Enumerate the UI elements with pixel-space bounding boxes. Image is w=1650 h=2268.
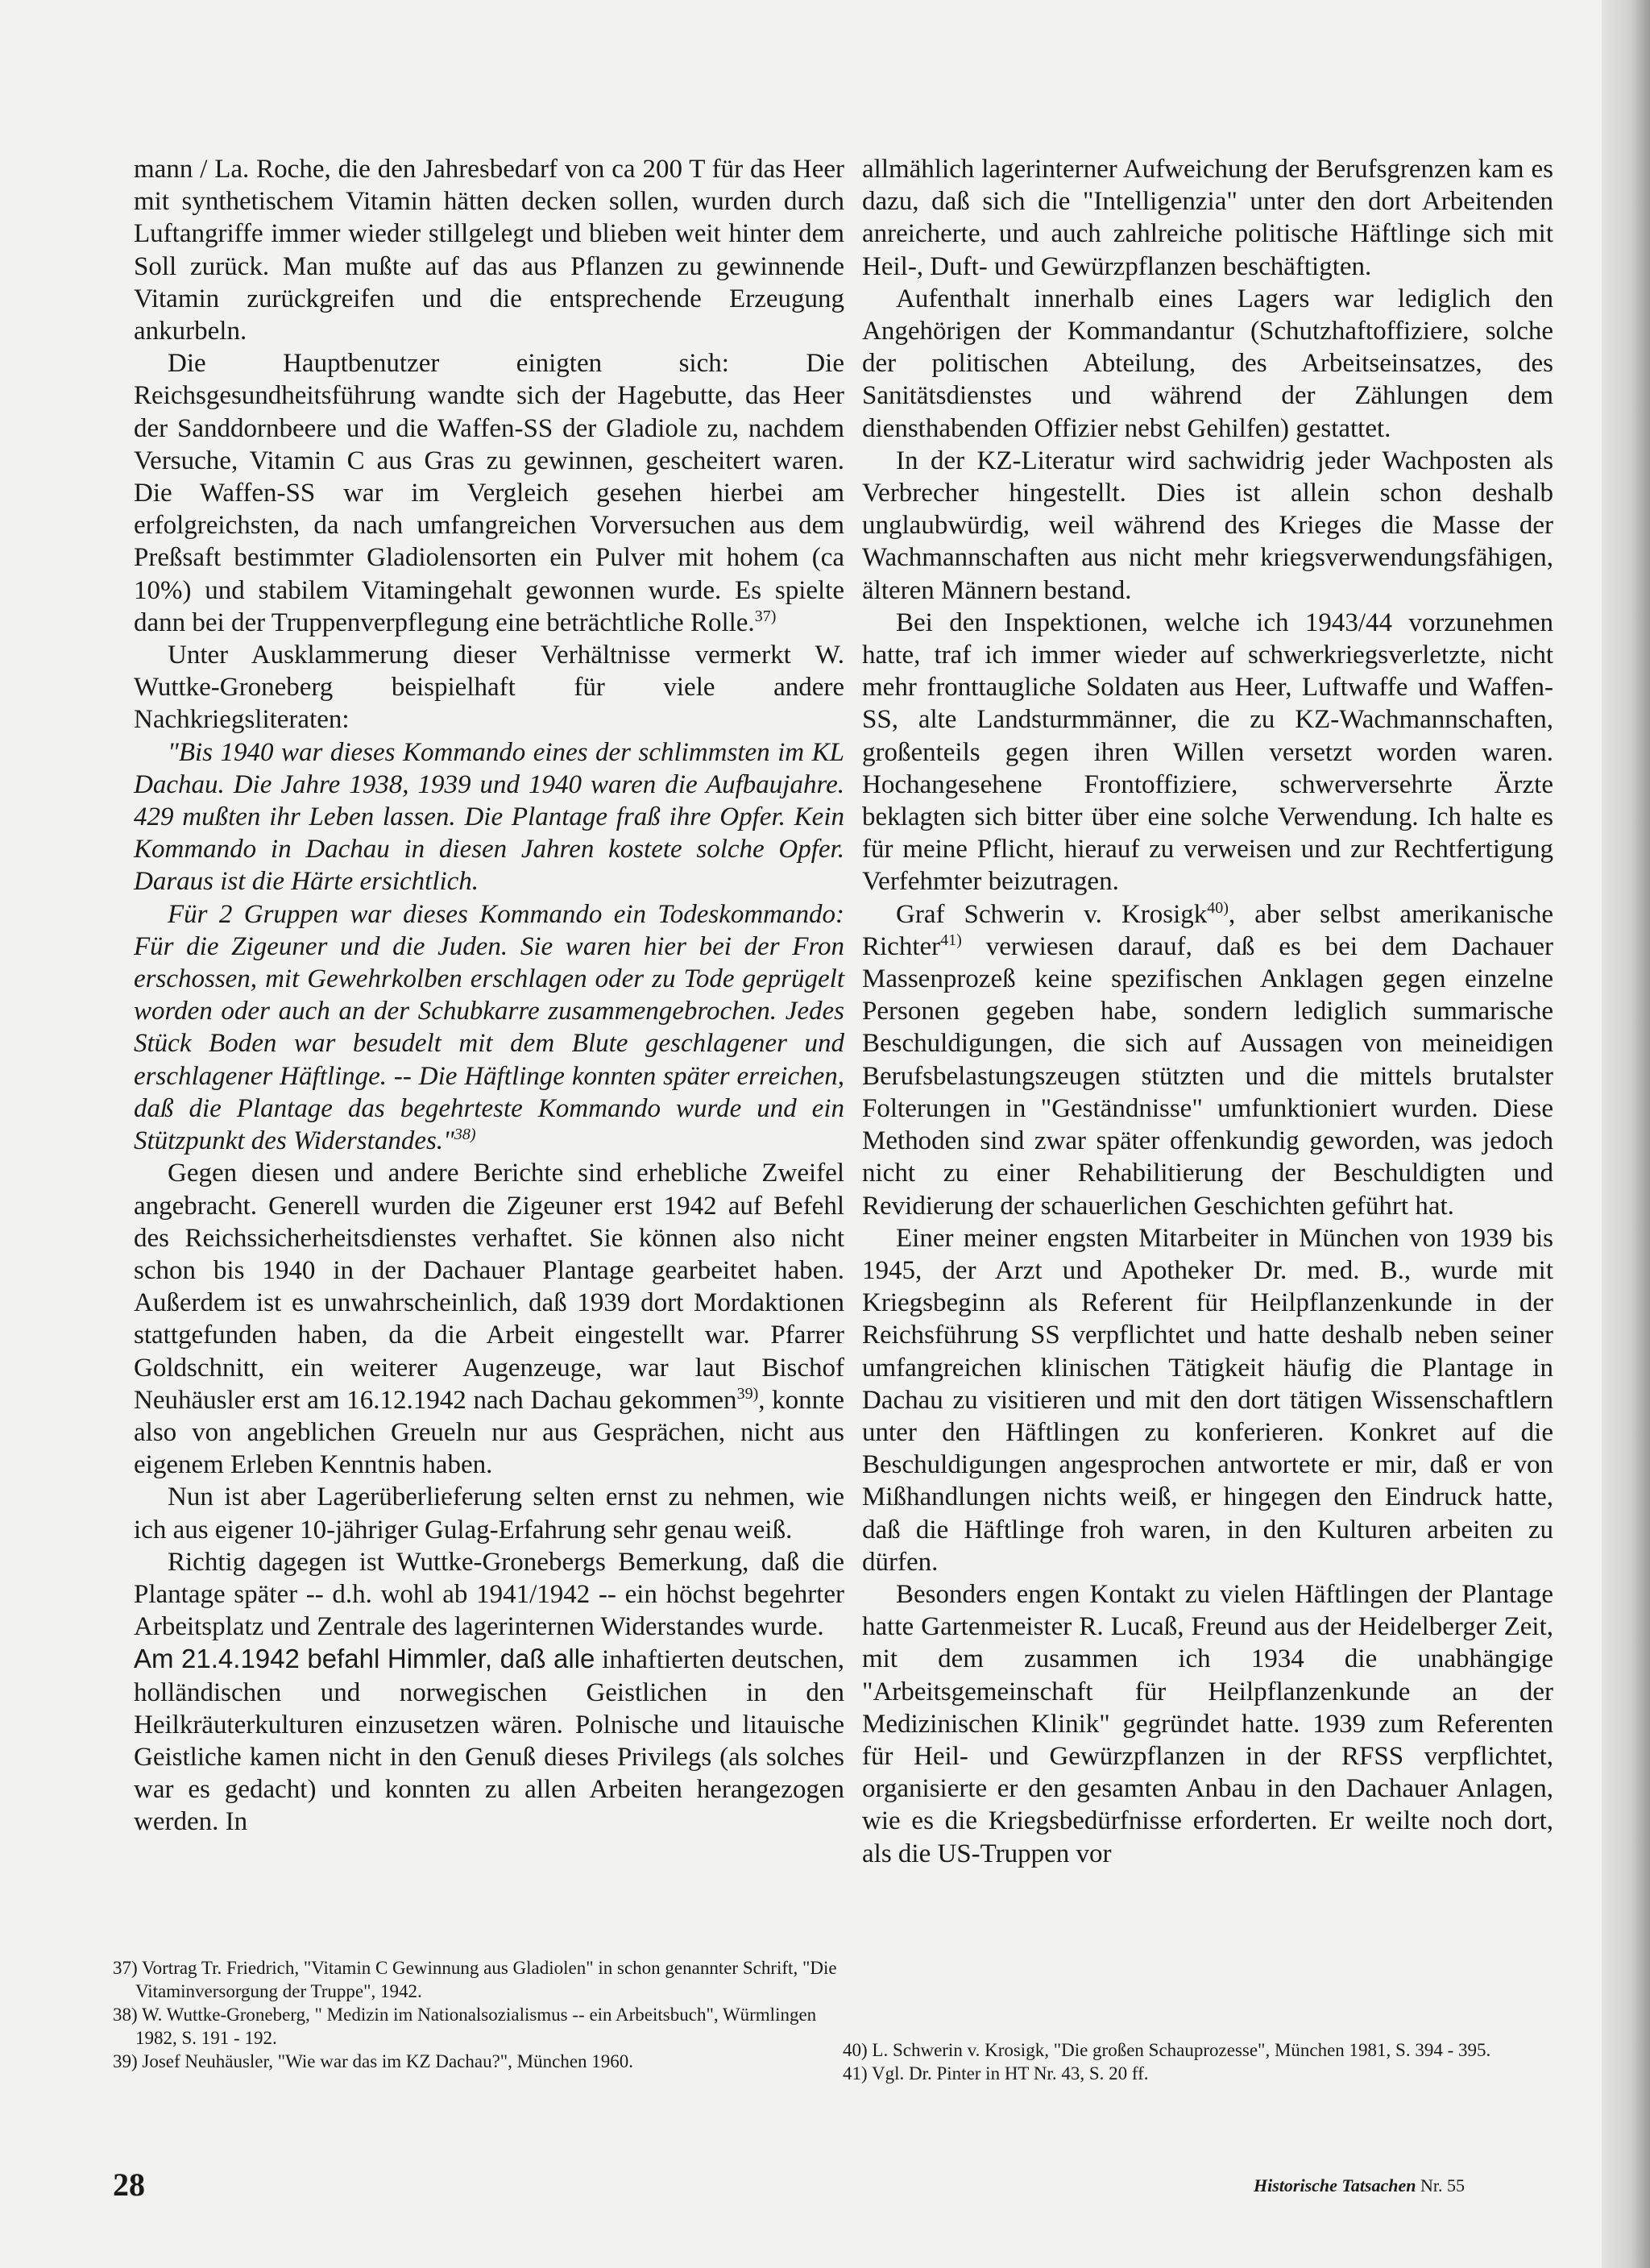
journal-issue: Nr. 55 <box>1420 2175 1465 2195</box>
footnote-ref: 37) <box>754 607 777 625</box>
footnote-ref: 40) <box>1207 898 1229 917</box>
quotation: Für 2 Gruppen war dieses Kommando ein Todeskommando: Für die Zigeuner und die Juden. Sie waren hier bei der Fron erschossen, mit Gewehrkolben erschlagen oder zu Tode geprügelt worden oder auch an der Schubkarre zusammengebrochen. Jedes Stück Boden war besudelt mit dem Blute geschlagener und erschlagener Häftlinge. -- Die Häftlinge konnten später erreichen, daß die Plantage das begehrteste Kommando wurde und ein Stützpunkt des Widerstandes."$^{38)}$ <box>134 899 844 1156</box>
paragraph: In der KZ-Literatur wird sachwidrig jeder Wachposten als Verbrecher hingestellt. Dies ist allein schon deshalb unglaubwürdig, weil während des Krieges die Masse der Wachmannschaften aus nicht mehr kriegsverwendungsfähigen, älteren Männern bestand. <box>862 446 1553 605</box>
paragraph: Die Hauptbenutzer einigten sich: Die Reichsgesundheitsführung wandte sich der Hagebutte, das Heer der Sanddornbeere und die Waffen-SS der Gladiole zu, nachdem Versuche, Vitamin C aus Gras zu gewinnen, gescheitert waren. Die Waffen-SS war im Vergleich gesehen hierbei am erfolgreichsten, da nach umfangreichen Vorversuchen aus dem Preßsaft bestimmter Gladiolensorten ein Pulver mit hohem (ca 10%) und stabilem Vitamingehalt gewonnen wurde. Es spielte dann bei der Truppenverpflegung eine beträchtliche Rolle.$^{37)}$ <box>134 349 844 637</box>
footnote-ref: 38) <box>454 1126 476 1144</box>
footnote: 39) Josef Neuhäusler, "Wie war das im KZ Dachau?", München 1960. <box>113 2051 634 2071</box>
footnote-ref: 39) <box>736 1384 759 1403</box>
footnote-ref: 41) <box>940 931 962 949</box>
paragraph: Graf Schwerin v. Krosigk$^{40)}$, aber selbst amerikanische Richter$^{41)}$ verwiesen darauf, daß es bei dem Dachauer Massenprozeß keine spezifischen Anklagen gegen einzelne Personen gegeben habe, sondern lediglich summarische Beschuldigungen, die sich auf Aussagen von meineidigen Berufsbelastungszeugen stützten und die mittels brutalster Folterungen in "Geständnisse" umfunktioniert wurden. Diese Methoden sind zwar später offenkundig geworden, was jedoch nicht zu einer Rehabilitierung der Beschuldigten und Revidierung der schauerlichen Geschichten geführt hat. <box>862 898 1553 1221</box>
journal-title: Historische Tatsachen <box>1254 2175 1416 2195</box>
paragraph: Richtig dagegen ist Wuttke-Gronebergs Bemerkung, daß die Plantage später -- d.h. wohl ab 1941/1942 -- ein höchst begehrter Arbeitsplatz und Zentrale des lagerinternen Widerstandes wurde. <box>134 1547 844 1642</box>
paragraph: Bei den Inspektionen, welche ich 1943/44 vorzunehmen hatte, traf ich immer wieder auf schwerkriegsverletzte, nicht mehr fronttaugliche Soldaten aus Heer, Luftwaffe und Waffen-SS, alte Landsturmmänner, die zu KZ-Wachmannschaften, großenteils gegen ihren Willen versetzt worden waren. Hochangesehene Frontoffiziere, schwerversehrte Ärzte beklagten sich bitter über eine solche Verwendung. Ich halte es für meine Pflicht, hierauf zu verweisen und zur Rechtfertigung Verfehmter beizutragen. <box>862 607 1553 897</box>
footnote: 41) Vgl. Dr. Pinter in HT Nr. 43, S. 20 ff. <box>843 2063 1149 2083</box>
footnotes-left <box>113 1956 838 2073</box>
journal-footer <box>1254 2175 1465 2196</box>
paragraph: Besonders engen Kontakt zu vielen Häftlingen der Plantage hatte Gartenmeister R. Lucaß, Freund aus der Heidelberger Zeit, mit dem zusammen ich 1934 die unabhängige "Arbeitsgemeinschaft für Heilpflanzenkunde an der Medizinischen Klinik" gegründet hatte. 1939 zum Referenten für Heil- und Gewürzpflanzen in der RFSS verpflichtet, organisierte er den gesamten Anbau in den Dachauer Anlagen, wie es die Kriegsbedürfnisse erforderten. Er weilte noch dort, als die US-Truppen vor <box>862 1579 1553 1868</box>
footnote: 40) L. Schwerin v. Krosigk, "Die großen Schauprozesse", München 1981, S. 394 - 395. <box>843 2040 1491 2060</box>
footnote: 38) W. Wuttke-Groneberg, " Medizin im Nationalsozialismus -- ein Arbeitsbuch", Würmlingen 1982, S. 191 - 192. <box>113 2005 817 2048</box>
right-column <box>862 153 1553 1870</box>
paragraph: Gegen diesen und andere Berichte sind erhebliche Zweifel angebracht. Generell wurden die Zigeuner erst 1942 auf Befehl des Reichssicherheitsdienstes verhaftet. Sie können also nicht schon bis 1940 in der Dachauer Plantage gearbeitet haben. Außerdem ist es unwahrscheinlich, daß 1939 dort Mordaktionen stattgefunden haben, da die Arbeit eingestellt war. Pfarrer Goldschnitt, ein weiterer Augenzeuge, war laut Bischof Neuhäusler erst am 16.12.1942 nach Dachau gekommen$^{39)}$, konnte also von angeblichen Greueln nur aus Gesprächen, nicht aus eigenem Erleben Kenntnis haben. <box>134 1159 844 1480</box>
paragraph: mann / La. Roche, die den Jahresbedarf von ca 200 T für das Heer mit synthetischem Vitamin hätten decken sollen, wurden durch Luftangriffe immer wieder stillgelegt und blieben weit hinter dem Soll zurück. Man mußte auf das aus Pflanzen zu gewinnende Vitamin zurückgreifen und die entsprechende Erzeugung ankurbeln. <box>134 155 844 346</box>
paragraph: Nun ist aber Lagerüberlieferung selten ernst zu nehmen, wie ich aus eigener 10-jähriger Gulag-Erfahrung sehr genau weiß. <box>134 1482 844 1544</box>
paragraph: Unter Ausklammerung dieser Verhältnisse vermerkt W. Wuttke-Groneberg beispielhaft für viele andere Nachkriegsliteraten: <box>134 641 844 735</box>
quotation: "Bis 1940 war dieses Kommando eines der schlimmsten im KL Dachau. Die Jahre 1938, 1939 und 1940 waren die Aufbaujahre. 429 mußten ihr Leben lassen. Die Plantage fraß ihre Opfer. Kein Kommando in Dachau in diesen Jahren kostete solche Opfer. Daraus ist die Härte ersichtlich. <box>134 737 844 897</box>
footnote: 37) Vortrag Tr. Friedrich, "Vitamin C Gewinnung aus Gladiolen" in schon genannter Schrift, "Die Vitaminversorgung der Truppe", 1942. <box>113 1958 837 2001</box>
paragraph: Einer meiner engsten Mitarbeiter in München von 1939 bis 1945, der Arzt und Apotheker Dr. med. B., wurde mit Kriegsbeginn als Referent für Heilpflanzenkunde in der Reichsführung SS verpflichtet und hatte deshalb neben seiner umfangreichen klinischen Tätigkeit häufig die Plantage in Dachau zu visitieren und mit den dort tätigen Wissenschaftlern unter den Häftlingen zu konferieren. Konkret auf die Beschuldigungen angesprochen antwortete er mir, daß er von Mißhandlungen nichts weiß, er hingegen den Eindruck hatte, daß die Häftlinge froh waren, in den Kulturen arbeiten zu dürfen. <box>862 1223 1553 1577</box>
footnotes-right <box>843 2038 1552 2085</box>
page-number: 28 <box>113 2166 145 2203</box>
left-column <box>134 153 844 1839</box>
paragraph: allmählich lagerinterner Aufweichung der Berufsgrenzen kam es dazu, daß sich die "Intelligenzia" unter den dort Arbeitenden anreicherte, und auch zahlreiche politische Häftlinge sich mit Heil-, Duft- und Gewürzpflanzen beschäftigten. <box>862 155 1553 281</box>
paragraph: Aufenthalt innerhalb eines Lagers war lediglich den Angehörigen der Kommandantur (Schutzhaftoffiziere, solche der politischen Abteilung, des Arbeitseinsatzes, des Sanitätsdienstes und während der Zählungen dem diensthabenden Offizier nebst Gehilfen) gestattet. <box>862 284 1553 443</box>
page-edge-shadow <box>1602 0 1650 2268</box>
paragraph: Am 21.4.1942 befahl Himmler, daß alle inhaftierten deutschen, holländischen und norwegischen Geistlichen in den Heilkräuterkulturen einzusetzen wären. Polnische und litauische Geistliche kamen nicht in den Genuß dieses Privilegs (als solches war es gedacht) und konnten zu allen Arbeiten herangezogen werden. In <box>134 1644 844 1837</box>
